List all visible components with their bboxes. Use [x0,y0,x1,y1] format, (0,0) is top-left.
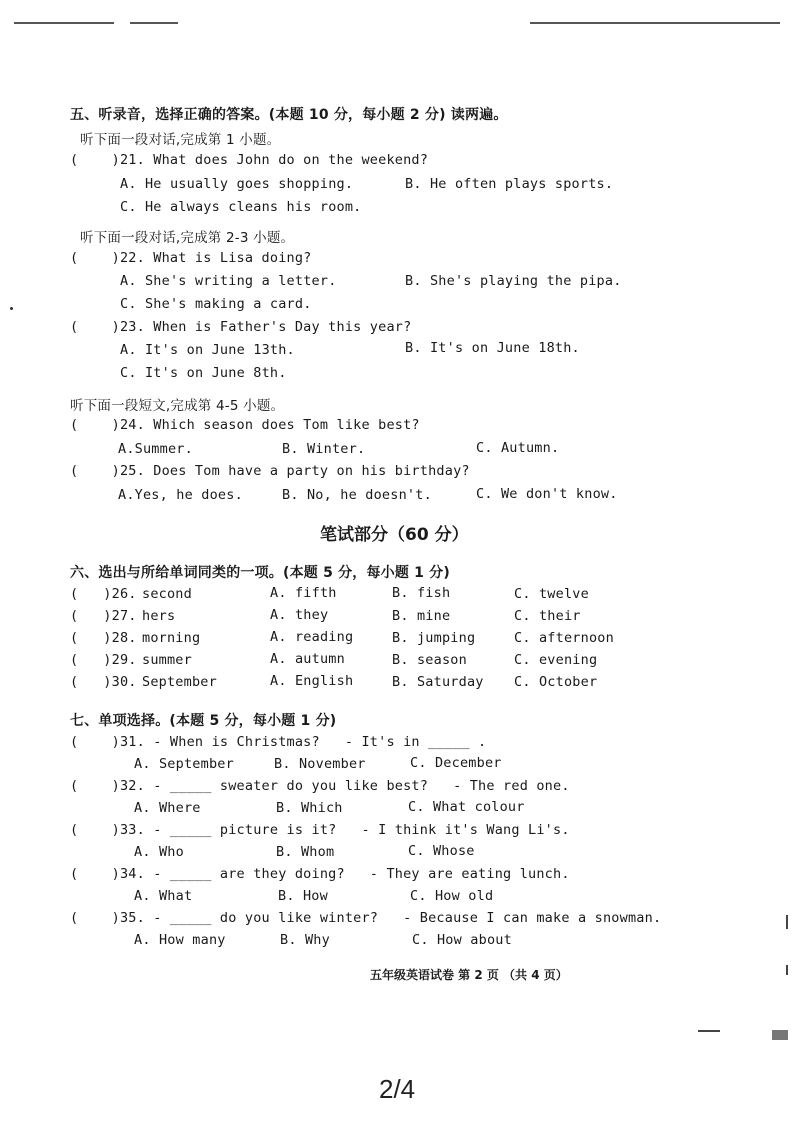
page-footer: 五年级英语试卷 第 2 页 （共 4 页） [370,968,568,982]
q22-option-c: C. She's making a card. [120,296,312,312]
q33-option-a: A. Who [134,844,184,860]
q29-number: ( )29. [70,652,137,668]
q24-option-c: C. Autumn. [476,440,560,456]
question-32: ( )32. - _____ sweater do you like best? - The red one. [70,778,570,794]
q29-option-a: A. autumn [270,651,345,667]
q35-option-a: A. How many [134,932,226,948]
section6-heading: 六、选出与所给单词同类的一项。(本题 5 分，每小题 1 分) [70,565,450,581]
section5-sub1: 听下面一段对话,完成第 1 小题。 [80,132,281,148]
q30-word: September [142,674,217,690]
q25-option-a: A.Yes, he does. [118,487,243,503]
q28-option-c: C. afternoon [514,630,614,646]
q21-option-a: A. He usually goes shopping. [120,176,354,192]
q23-option-a: A. It's on June 13th. [120,342,295,358]
section5-sub2: 听下面一段对话,完成第 2-3 小题。 [80,230,295,246]
q29-option-b: B. season [392,652,467,668]
q26-number: ( )26. [70,586,137,602]
q32-option-b: B. Which [276,800,343,816]
q28-word: morning [142,630,201,646]
q25-option-b: B. No, he doesn't. [282,487,432,503]
q22-option-a: A. She's writing a letter. [120,273,337,289]
q24-option-b: B. Winter. [282,441,366,457]
section5-sub3: 听下面一段短文,完成第 4-5 小题。 [70,398,285,414]
question-21: ( )21. What does John do on the weekend? [70,152,429,168]
scan-edge-mark [786,965,788,975]
top-scan-line-mid [130,22,178,24]
question-24: ( )24. Which season does Tom like best? [70,417,420,433]
q33-option-c: C. Whose [408,843,475,859]
q30-number: ( )30. [70,674,137,690]
q23-option-b: B. It's on June 18th. [405,340,580,356]
question-34: ( )34. - _____ are they doing? - They are eating lunch. [70,866,570,882]
q30-option-c: C. October [514,674,598,690]
q25-option-c: C. We don't know. [476,486,618,502]
q30-option-b: B. Saturday [392,674,484,690]
q32-option-c: C. What colour [408,799,525,815]
q27-option-b: B. mine [392,608,451,624]
q31-option-c: C. December [410,755,502,771]
question-23: ( )23. When is Father's Day this year? [70,319,412,335]
q23-option-c: C. It's on June 8th. [120,365,287,381]
q29-option-c: C. evening [514,652,598,668]
q28-number: ( )28. [70,630,137,646]
q27-word: hers [142,608,176,624]
q22-option-b: B. She's playing the pipa. [405,273,622,289]
q27-option-c: C. their [514,608,581,624]
section5-heading: 五、听录音，选择正确的答案。(本题 10 分，每小题 2 分) 读两遍。 [70,107,508,123]
q34-option-c: C. How old [410,888,494,904]
scan-speck [10,307,13,310]
page-indicator: 2/4 [379,1074,416,1104]
q34-option-a: A. What [134,888,193,904]
q34-option-b: B. How [278,888,328,904]
scan-corner-mark [772,1030,788,1040]
q35-option-b: B. Why [280,932,330,948]
scan-corner-mark [698,1030,720,1032]
q26-word: second [142,586,192,602]
q28-option-a: A. reading [270,629,354,645]
q32-option-a: A. Where [134,800,201,816]
q21-option-c: C. He always cleans his room. [120,199,362,215]
q26-option-a: A. fifth [270,585,337,601]
question-22: ( )22. What is Lisa doing? [70,250,312,266]
q33-option-b: B. Whom [276,844,335,860]
question-31: ( )31. - When is Christmas? - It's in _____ . [70,734,487,750]
question-33: ( )33. - _____ picture is it? - I think it's Wang Li's. [70,822,570,838]
q31-option-a: A. September [134,756,234,772]
q35-option-c: C. How about [412,932,512,948]
q24-option-a: A.Summer. [118,441,193,457]
top-scan-line-left [14,22,114,24]
q27-option-a: A. they [270,607,329,623]
q21-option-b: B. He often plays sports. [405,176,614,192]
question-25: ( )25. Does Tom have a party on his birthday? [70,463,470,479]
q26-option-b: B. fish [392,585,451,601]
q26-option-c: C. twelve [514,586,589,602]
question-35: ( )35. - _____ do you like winter? - Because I can make a snowman. [70,910,662,926]
q27-number: ( )27. [70,608,137,624]
written-part-title: 笔试部分（60 分） [320,525,469,545]
q28-option-b: B. jumping [392,630,476,646]
q31-option-b: B. November [274,756,366,772]
top-scan-line-right [530,22,780,24]
section7-heading: 七、单项选择。(本题 5 分，每小题 1 分) [70,713,337,729]
scan-edge-mark [786,915,788,929]
q30-option-a: A. English [270,673,354,689]
q29-word: summer [142,652,192,668]
